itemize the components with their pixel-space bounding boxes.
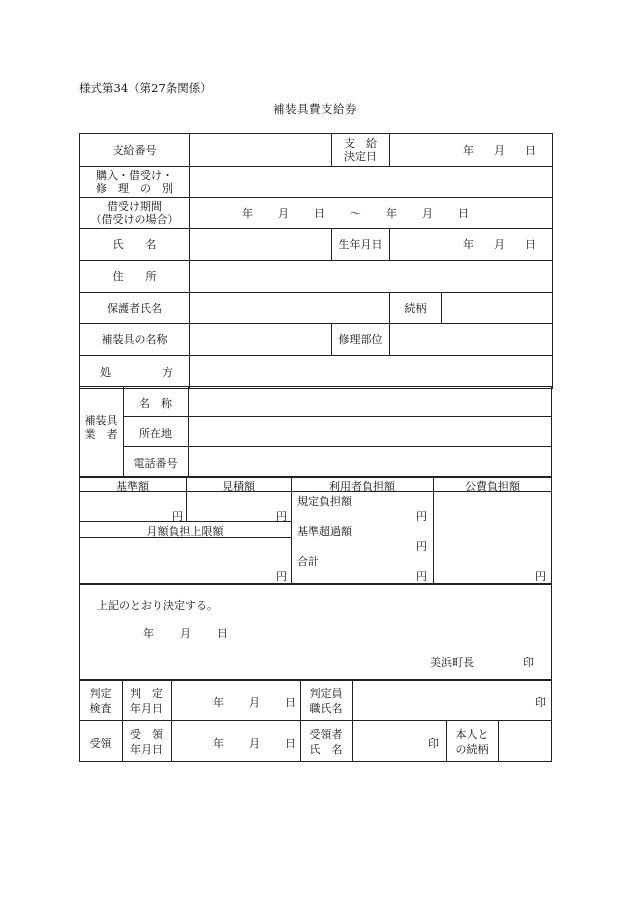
estimate-amount-yen: 円 <box>276 510 287 523</box>
purchase-type-label: 購入・借受け・ 修 理 の 別 <box>80 167 190 198</box>
form-title: 補装具費支給券 <box>273 102 357 116</box>
repair-part-field[interactable] <box>390 324 553 356</box>
judge-seal: 印 <box>535 696 546 709</box>
public-burden-header: 公費負担額 <box>465 480 520 493</box>
purchase-type-field[interactable] <box>190 167 553 198</box>
over-standard-yen: 円 <box>416 540 427 553</box>
vendor-name-field[interactable] <box>189 387 551 416</box>
mayor-name: 美浜町長 <box>430 656 474 669</box>
payment-number-label: 支給番号 <box>80 134 190 167</box>
over-standard-label: 基準超過額 <box>297 525 352 538</box>
payment-number-field[interactable] <box>190 134 332 167</box>
decision-date-field[interactable]: 年 月 日 <box>390 134 553 167</box>
monthly-cap-yen: 円 <box>276 570 287 583</box>
fixed-burden-label: 規定負担額 <box>297 495 352 508</box>
decision-date: 年 月 日 <box>143 627 228 640</box>
judge-label: 判定員 職氏名 <box>309 687 343 715</box>
standard-amount-yen: 円 <box>172 510 183 523</box>
vendor-phone-label: 電話番号 <box>133 457 178 470</box>
receiver-seal: 印 <box>428 737 439 750</box>
fixed-burden-yen: 円 <box>416 510 427 523</box>
judgment-date-label: 判 定 年月日 <box>130 687 163 715</box>
repair-part-label: 修理部位 <box>332 324 390 356</box>
user-burden-header: 利用者負担額 <box>329 480 395 493</box>
relation-field[interactable] <box>499 721 551 761</box>
judgment-date-field[interactable]: 年 月 日 <box>213 696 296 709</box>
judgment-label: 判定 検査 <box>89 687 112 715</box>
total-label: 合計 <box>297 555 319 568</box>
estimate-amount-header: 見積額 <box>222 480 255 493</box>
monthly-cap-label: 月額負担上限額 <box>146 525 224 538</box>
guardian-label: 保護者氏名 <box>80 293 190 324</box>
birthdate-field[interactable]: 年 月 日 <box>390 229 553 261</box>
borrow-period-label: 借受け期間 （借受けの場合） <box>80 198 190 229</box>
borrow-period-field[interactable]: 年 月 日 ～ 年 月 日 <box>190 198 553 229</box>
device-name-label: 補装具の名称 <box>80 324 190 356</box>
prescription-field[interactable] <box>190 356 553 389</box>
device-name-field[interactable] <box>190 324 332 356</box>
decision-statement: 上記のとおり決定する。 <box>97 599 218 612</box>
receipt-label: 受領 <box>89 737 112 750</box>
name-field[interactable] <box>190 229 332 261</box>
relationship-field[interactable] <box>442 293 553 324</box>
address-label: 住 所 <box>80 261 190 293</box>
vendor-location-field[interactable] <box>189 417 551 446</box>
relation-label: 本人と の続柄 <box>455 728 489 756</box>
receipt-date-field[interactable]: 年 月 日 <box>213 737 296 750</box>
prescription-label: 処 方 <box>80 356 190 389</box>
birthdate-label: 生年月日 <box>332 229 390 261</box>
form-reference: 様式第34（第27条関係） <box>79 81 212 95</box>
name-label: 氏 名 <box>80 229 190 261</box>
receiver-label: 受領者 氏 名 <box>309 728 343 756</box>
public-burden-yen: 円 <box>535 570 546 583</box>
vendor-name-label: 名 称 <box>139 397 172 410</box>
mayor-seal: 印 <box>523 656 534 669</box>
receipt-date-label: 受 領 年月日 <box>130 728 163 756</box>
address-field[interactable] <box>190 261 553 293</box>
main-form-table <box>79 133 553 389</box>
vendor-location-label: 所在地 <box>139 427 172 440</box>
decision-date-label: 支 給 決定日 <box>332 134 390 167</box>
standard-amount-header: 基準額 <box>116 480 149 493</box>
vendor-label: 補装具 業 者 <box>84 414 118 441</box>
guardian-field[interactable] <box>190 293 390 324</box>
vendor-phone-field[interactable] <box>189 447 551 476</box>
relationship-label: 続柄 <box>390 293 442 324</box>
total-yen: 円 <box>416 570 427 583</box>
